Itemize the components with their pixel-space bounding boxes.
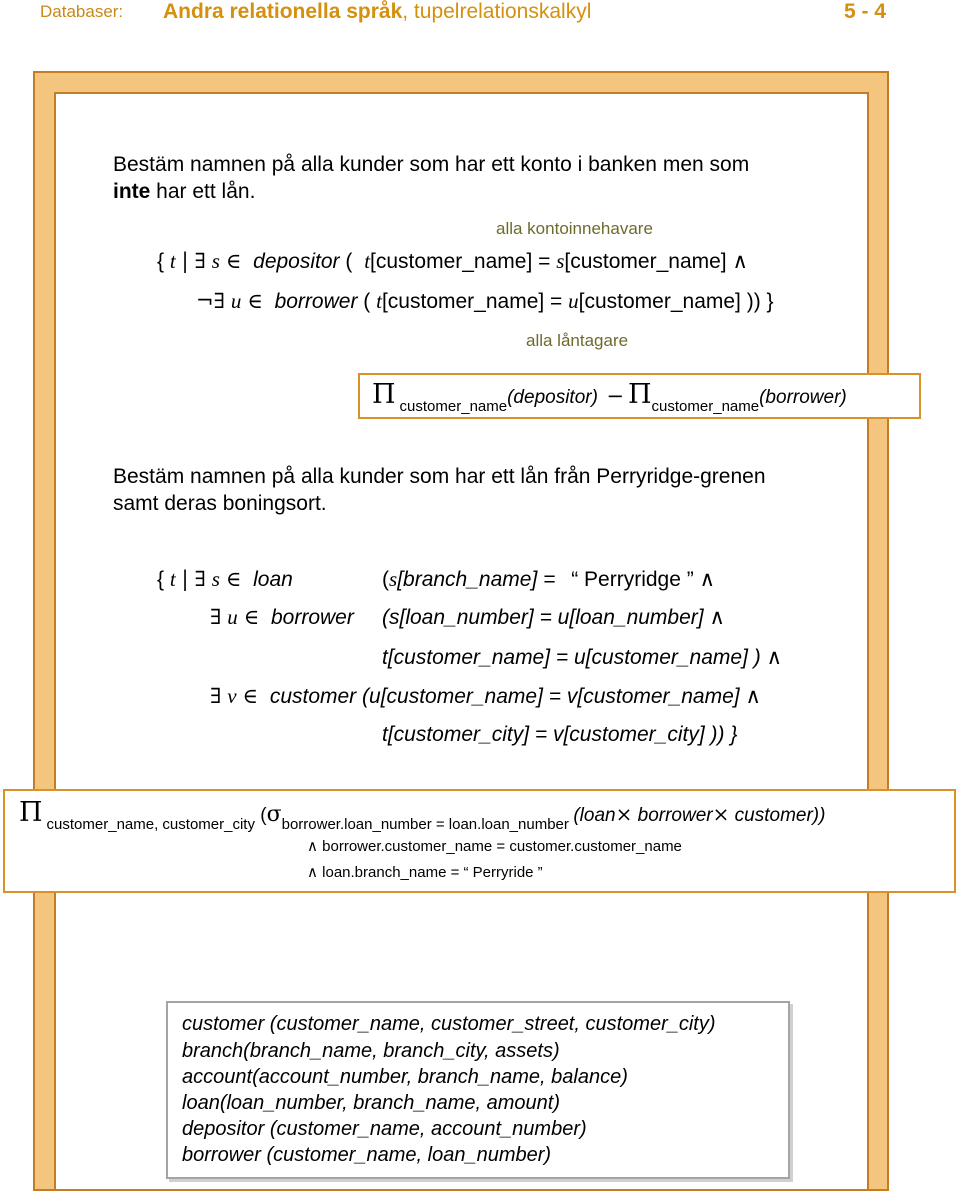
q2-text-line2: samt deras boningsort. (113, 492, 327, 515)
element-of-symbol: ∈ (247, 289, 263, 313)
pi-symbol: Π (19, 797, 43, 828)
page-number: 5 - 4 (844, 0, 887, 23)
sigma-symbol: σ (266, 802, 282, 827)
and-symbol: ∧ (699, 567, 715, 591)
f1-paren: ( (339, 250, 353, 273)
q2-formula-line4 (210, 684, 761, 709)
algebra-arg2: (borrower) (759, 387, 847, 408)
note-account-holders: alla kontoinnehavare (496, 219, 653, 238)
f1-bar: | (181, 249, 189, 273)
element-of-symbol: ∈ (243, 605, 260, 629)
schema-box (166, 1001, 790, 1179)
projection-subscript: customer_name, customer_city (46, 816, 255, 833)
note-borrowers: alla låntagare (526, 331, 629, 350)
algebra-arg1: (depositor) (507, 387, 598, 408)
r1-cond-a: ( (382, 568, 389, 591)
schema-line (182, 1040, 560, 1063)
schema-attributes: (customer_name, account_number) (264, 1118, 587, 1140)
r1-var-s: s (211, 567, 220, 591)
minus-symbol: − (606, 384, 624, 408)
selection-condition-2 (307, 837, 682, 855)
q1-text-line1: Bestäm namnen på alla kunder som har ett konto i banken men som (113, 153, 750, 176)
r1-var-t: t (169, 567, 176, 591)
schema-relation: branch (182, 1040, 244, 1062)
q2-formula-line1 (157, 567, 293, 592)
schema-relation: borrower (182, 1144, 261, 1166)
element-of-symbol: ∈ (242, 684, 258, 708)
algebra-expression-1 (372, 379, 847, 415)
header-section: Databaser: (40, 2, 124, 21)
element-of-symbol: ∈ (225, 567, 242, 591)
q2-formula-line3 (382, 645, 782, 670)
r4-relation: customer (269, 685, 357, 708)
pi-symbol: Π (372, 379, 396, 410)
algebra-expression-2 (19, 797, 826, 833)
projection-subscript-2: customer_name (651, 398, 760, 415)
q2-formula-line2-cond (382, 605, 725, 630)
f1-var-t: t (169, 249, 176, 273)
f2-rest-c: [customer_name] )) } (578, 290, 774, 313)
and-symbol: ∧ (307, 837, 318, 855)
r1-open: { (157, 568, 165, 591)
answer-box-1 (358, 373, 921, 419)
f2-var-t: t (376, 289, 382, 313)
f2-rest-a: ( (357, 290, 377, 313)
schema-relation: depositor (182, 1118, 265, 1140)
answer-box-2 (3, 789, 956, 893)
schema-line (182, 1144, 551, 1167)
pi-symbol-2: Π (628, 379, 652, 410)
exists-symbol: ∃ (194, 567, 206, 591)
f1-attr2: [customer_name] (564, 250, 727, 273)
q1-formula-line2 (196, 289, 774, 314)
r1-relation: loan (253, 568, 293, 591)
q1-text-line2 (113, 180, 255, 204)
r2-cond: (s[loan_number] = u[loan_number] (382, 606, 704, 629)
algebra-arg-borrower: borrower (632, 805, 713, 826)
not-exists-symbol: ¬∃ (196, 289, 225, 313)
schema-attributes: (account_number, branch_name, balance) (252, 1066, 628, 1088)
q2-formula-line2 (210, 605, 354, 630)
schema-attributes: (branch_name, branch_city, assets) (243, 1040, 560, 1062)
times-symbol-2: × (712, 802, 730, 826)
algebra-open-paren: ( (254, 805, 267, 826)
f1-var-s2: s (556, 249, 565, 273)
schema-line (182, 1066, 628, 1089)
r1-cond-b: [branch_name] = (397, 568, 562, 591)
q1-formula-line1 (157, 249, 748, 274)
f1-open: { (157, 250, 165, 273)
algebra-arg-loan: (loan (573, 805, 616, 826)
q2-formula-line1-cond (382, 567, 715, 592)
f2-var-u: u (230, 289, 242, 313)
q1-inte: inte (113, 180, 151, 203)
r4-var-v: v (227, 684, 237, 708)
schema-line (182, 1118, 587, 1141)
schema-attributes: (loan_number, branch_name, amount) (219, 1092, 561, 1114)
header-title (163, 0, 591, 24)
r4-cond: (u[customer_name] = v[customer_name] (362, 685, 740, 708)
r1-var-s2: s (389, 567, 398, 591)
algebra-arg-customer: customer)) (729, 805, 826, 826)
f2-relation: borrower (274, 290, 358, 313)
and-symbol: ∧ (766, 645, 782, 669)
element-of-symbol: ∈ (225, 249, 242, 273)
and-symbol: ∧ (709, 605, 725, 629)
selection-condition-2-text: borrower.customer_name = customer.customer_name (322, 838, 682, 855)
and-symbol: ∧ (307, 863, 318, 881)
times-symbol: × (615, 802, 633, 826)
f2-rest-b: [customer_name] = (381, 290, 569, 313)
r2-var-u: u (227, 605, 238, 629)
f2-var-u2: u (568, 289, 579, 313)
header-title-bold: Andra relationella språk (163, 0, 403, 23)
schema-relation: loan (182, 1092, 220, 1114)
and-symbol: ∧ (745, 684, 761, 708)
selection-condition-3 (307, 863, 543, 881)
f1-attr1: [customer_name] = (370, 250, 557, 273)
schema-relation: account (182, 1066, 253, 1088)
f1-var-s: s (211, 249, 220, 273)
and-symbol: ∧ (732, 249, 748, 273)
schema-attributes: (customer_name, loan_number) (260, 1144, 552, 1166)
exists-symbol: ∃ (194, 249, 206, 273)
projection-subscript: customer_name (399, 398, 508, 415)
r1-bar: | (181, 567, 189, 591)
r5-cond: t[customer_city] = v[customer_city] )) } (382, 723, 738, 746)
f1-var-t2: t (364, 249, 371, 273)
schema-attributes: (customer_name, customer_street, customer_city) (264, 1013, 716, 1035)
schema-line (182, 1013, 716, 1036)
schema-line (182, 1092, 560, 1115)
selection-condition-3-text: loan.branch_name = “ Perryride ” (322, 864, 543, 881)
schema-relation: customer (182, 1013, 265, 1035)
selection-subscript: borrower.loan_number = loan.loan_number (281, 816, 569, 833)
r1-quote: “ Perryridge ” (571, 568, 694, 591)
q1-text-line2-rest: har ett lån. (150, 180, 256, 203)
r2-relation: borrower (270, 606, 354, 629)
f1-relation: depositor (253, 250, 340, 273)
exists-symbol: ∃ (210, 605, 222, 629)
r3-cond: t[customer_name] = u[customer_name] ) (382, 646, 761, 669)
q2-text-line1: Bestäm namnen på alla kunder som har ett lån från Perryridge-grenen (113, 465, 766, 488)
exists-symbol: ∃ (210, 684, 222, 708)
q2-formula-line5 (382, 723, 737, 747)
header-title-rest: , tupelrelationskalkyl (402, 0, 592, 23)
